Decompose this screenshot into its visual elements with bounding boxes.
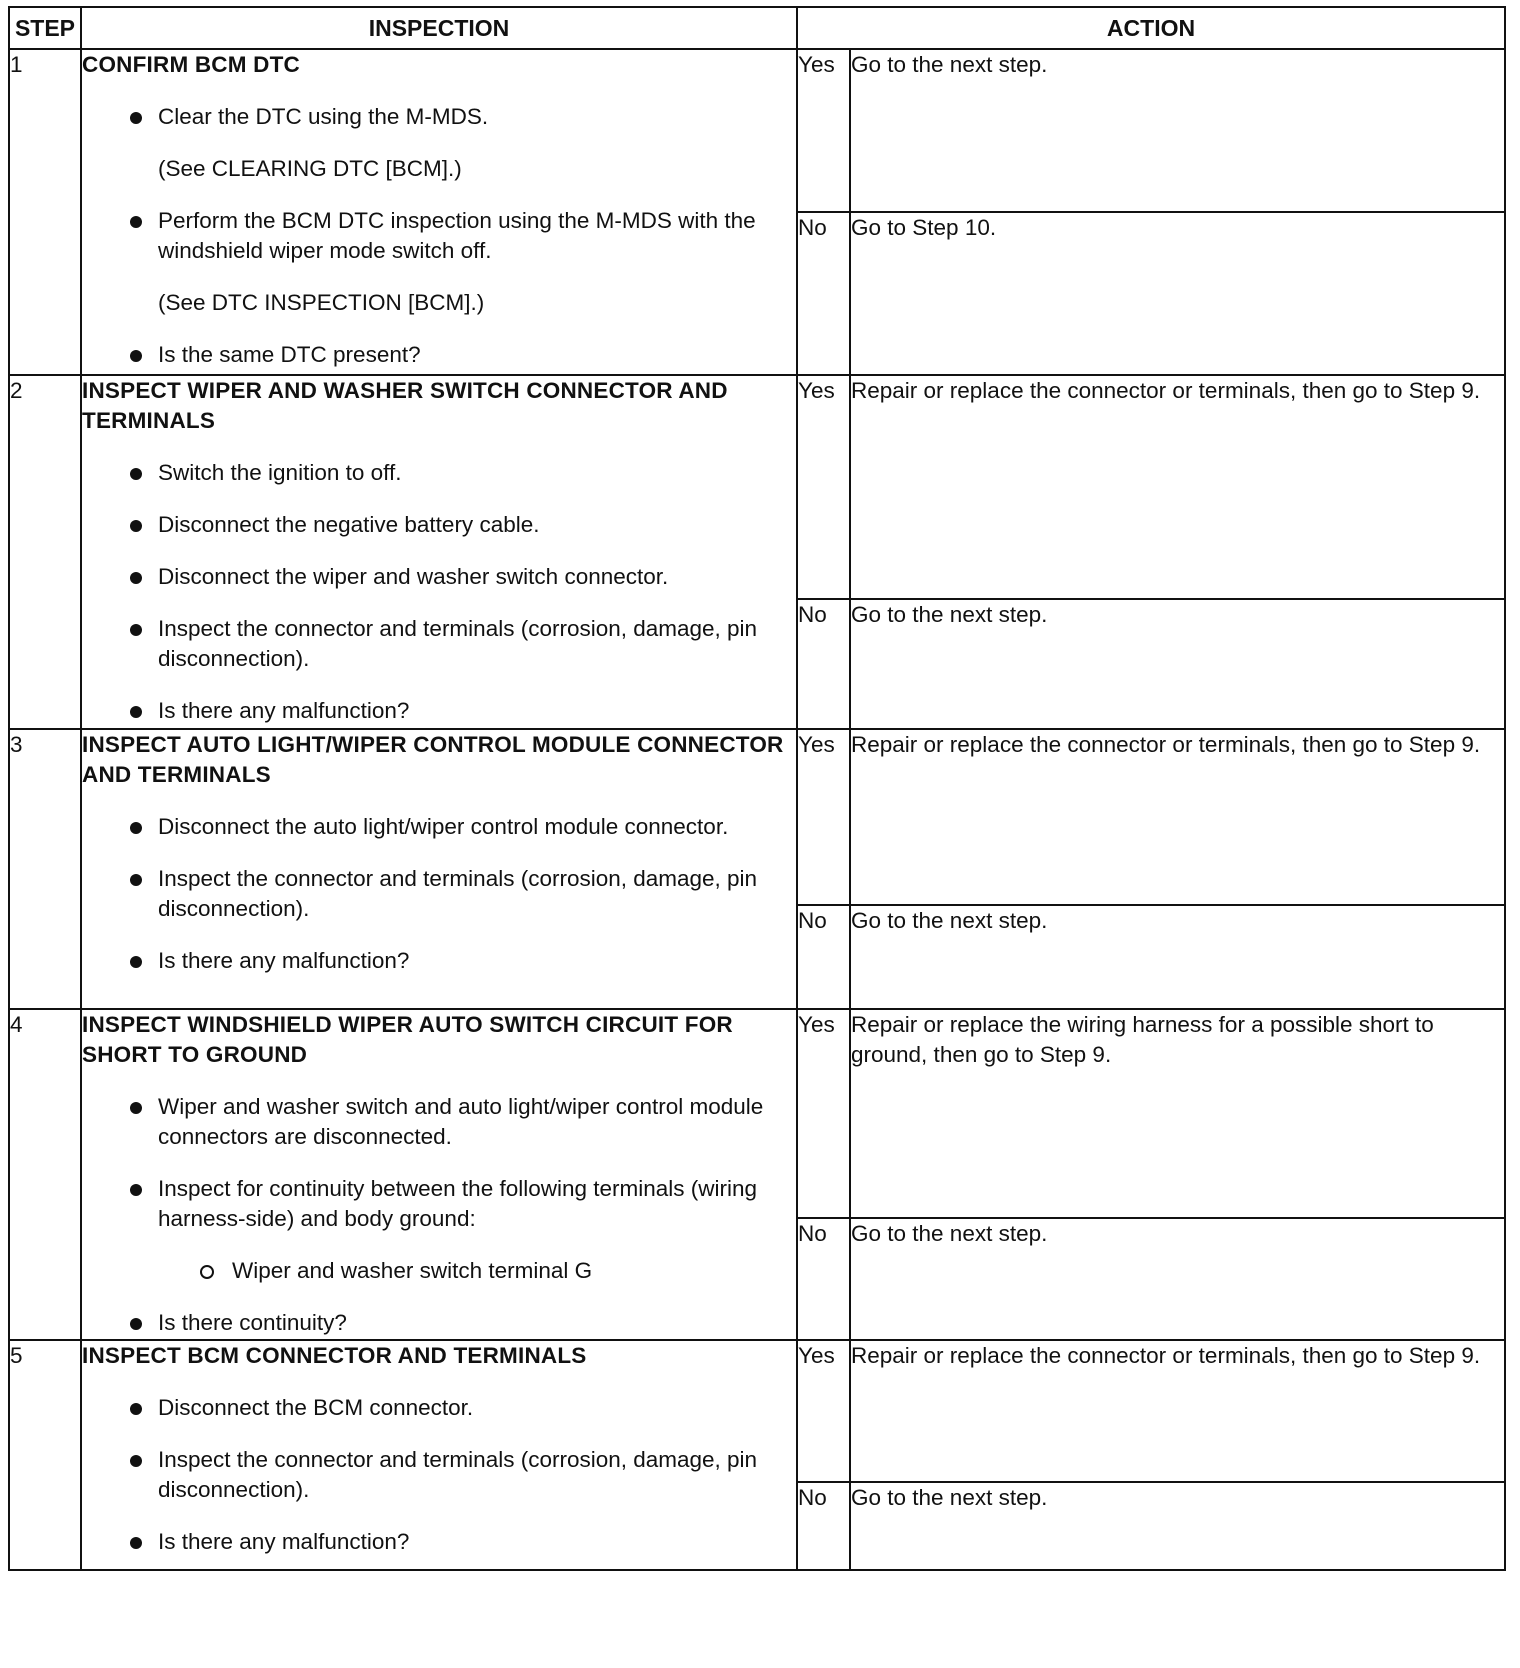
- bullet-note: (See CLEARING DTC [BCM].): [158, 156, 462, 181]
- sub-bullet-item: Wiper and washer switch terminal G: [158, 1256, 796, 1286]
- step-number: 4: [9, 1009, 81, 1340]
- bullet-item: Inspect the connector and terminals (corrosion, damage, pin disconnection).: [82, 1445, 796, 1505]
- step-row: [9, 49, 1505, 212]
- inspection-bullets: [82, 812, 796, 976]
- step-row: [9, 1009, 1505, 1218]
- step-inspection: [81, 1340, 797, 1570]
- bullet-text: Perform the BCM DTC inspection using the M-MDS with the windshield wiper mode switch off.: [158, 208, 756, 263]
- bullet-item: [82, 102, 796, 184]
- bullet-item: Is there any malfunction?: [82, 1527, 796, 1557]
- bullet-item: Is there continuity?: [82, 1308, 796, 1338]
- inspection-bullets: [82, 1092, 796, 1338]
- yes-label: Yes: [797, 1340, 850, 1482]
- no-action: Go to the next step.: [850, 599, 1505, 729]
- bullet-item: Disconnect the BCM connector.: [82, 1393, 796, 1423]
- bullet-item: [82, 1174, 796, 1286]
- bullet-item: Wiper and washer switch and auto light/wiper control module connectors are disconnected.: [82, 1092, 796, 1152]
- step-number: 1: [9, 49, 81, 375]
- step-number: 3: [9, 729, 81, 1009]
- no-label: No: [797, 1482, 850, 1570]
- header-action: ACTION: [797, 7, 1505, 49]
- bullet-item: Disconnect the negative battery cable.: [82, 510, 796, 540]
- step-title: CONFIRM BCM DTC: [82, 52, 300, 77]
- step-inspection: [81, 375, 797, 729]
- step-inspection: [81, 1009, 797, 1340]
- step-row: [9, 729, 1505, 905]
- step-title: INSPECT AUTO LIGHT/WIPER CONTROL MODULE CONNECTOR AND TERMINALS: [82, 732, 784, 787]
- step-row: [9, 375, 1505, 599]
- inspection-bullets: [82, 458, 796, 726]
- diagnostic-procedure-table: [8, 6, 1506, 1571]
- yes-action: Repair or replace the connector or terminals, then go to Step 9.: [850, 1340, 1505, 1482]
- yes-action: Repair or replace the connector or terminals, then go to Step 9.: [850, 375, 1505, 599]
- step-row: [9, 1340, 1505, 1482]
- inspection-bullets: [82, 102, 796, 370]
- bullet-item: Disconnect the auto light/wiper control module connector.: [82, 812, 796, 842]
- no-action: Go to the next step.: [850, 1218, 1505, 1340]
- no-label: No: [797, 905, 850, 1009]
- no-label: No: [797, 599, 850, 729]
- bullet-text: Inspect for continuity between the following terminals (wiring harness-side) and body ground:: [158, 1176, 758, 1231]
- header-row: [9, 7, 1505, 49]
- no-action: Go to the next step.: [850, 905, 1505, 1009]
- step-number: 2: [9, 375, 81, 729]
- yes-label: Yes: [797, 375, 850, 599]
- header-step: STEP: [9, 7, 81, 49]
- bullet-item: Inspect the connector and terminals (corrosion, damage, pin disconnection).: [82, 614, 796, 674]
- bullet-item: [82, 340, 796, 370]
- no-action: Go to the next step.: [850, 1482, 1505, 1570]
- step-title: INSPECT BCM CONNECTOR AND TERMINALS: [82, 1343, 587, 1368]
- yes-action: Repair or replace the wiring harness for a possible short to ground, then go to Step 9.: [850, 1009, 1505, 1218]
- no-label: No: [797, 212, 850, 375]
- step-title: INSPECT WIPER AND WASHER SWITCH CONNECTOR AND TERMINALS: [82, 378, 728, 433]
- step-inspection: [81, 729, 797, 1009]
- bullet-item: Inspect the connector and terminals (corrosion, damage, pin disconnection).: [82, 864, 796, 924]
- yes-label: Yes: [797, 49, 850, 212]
- step-number: 5: [9, 1340, 81, 1570]
- header-inspection: INSPECTION: [81, 7, 797, 49]
- bullet-item: [82, 206, 796, 318]
- bullet-item: Is there any malfunction?: [82, 696, 796, 726]
- sub-bullets: [158, 1256, 796, 1286]
- yes-label: Yes: [797, 729, 850, 905]
- bullet-text: Is the same DTC present?: [158, 342, 421, 367]
- bullet-item: Is there any malfunction?: [82, 946, 796, 976]
- bullet-item: Disconnect the wiper and washer switch connector.: [82, 562, 796, 592]
- step-inspection: [81, 49, 797, 375]
- step-title: INSPECT WINDSHIELD WIPER AUTO SWITCH CIRCUIT FOR SHORT TO GROUND: [82, 1012, 733, 1067]
- no-label: No: [797, 1218, 850, 1340]
- yes-action: Repair or replace the connector or terminals, then go to Step 9.: [850, 729, 1505, 905]
- yes-action: Go to the next step.: [850, 49, 1505, 212]
- yes-label: Yes: [797, 1009, 850, 1218]
- bullet-item: Switch the ignition to off.: [82, 458, 796, 488]
- no-action: Go to Step 10.: [850, 212, 1505, 375]
- inspection-bullets: [82, 1393, 796, 1557]
- bullet-text: Clear the DTC using the M-MDS.: [158, 104, 489, 129]
- bullet-note: (See DTC INSPECTION [BCM].): [158, 290, 485, 315]
